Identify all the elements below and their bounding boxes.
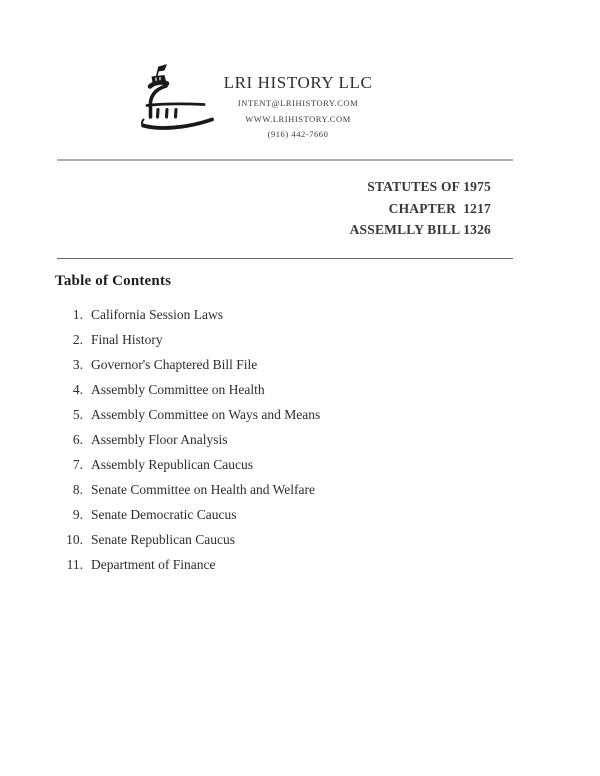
statute-reference-block	[350, 176, 491, 241]
toc-item-number: 7.	[72, 457, 83, 472]
statutes-line: STATUTES OF 1975	[367, 179, 491, 194]
horizontal-rule-bottom	[57, 258, 513, 259]
toc-item	[55, 556, 475, 581]
toc-item-number: 1.	[72, 307, 83, 322]
company-email: INTENT@LRIHISTORY.COM	[237, 98, 359, 108]
toc-item	[55, 406, 475, 431]
toc-item-label: Assembly Committee on Ways and Means	[91, 407, 321, 422]
toc-item-number: 4.	[72, 382, 83, 397]
toc-item-number: 5.	[72, 407, 83, 422]
toc-item-label: Senate Committee on Health and Welfare	[91, 482, 315, 497]
toc-item	[55, 456, 475, 481]
toc-item	[55, 481, 475, 506]
toc-item	[55, 431, 475, 456]
toc-item-label: Assembly Republican Caucus	[91, 457, 253, 472]
toc-item-label: Assembly Committee on Health	[91, 382, 265, 397]
toc-item-label: Senate Republican Caucus	[91, 532, 235, 547]
toc-item-number: 9.	[72, 507, 83, 522]
assembly-bill-line: ASSEMLLY BILL 1326	[349, 222, 491, 237]
horizontal-rule-top	[57, 159, 513, 161]
toc-item-label: Governor's Chaptered Bill File	[91, 357, 258, 372]
toc-item	[55, 506, 475, 531]
toc-item-number: 10.	[66, 532, 83, 547]
toc-item	[55, 331, 475, 356]
company-website: WWW.LRIHISTORY.COM	[245, 113, 351, 124]
toc-item-number: 6.	[72, 432, 83, 447]
company-phone: (916) 442-7660	[267, 129, 329, 139]
toc-item-label: California Session Laws	[91, 307, 223, 322]
chapter-line: CHAPTER 1217	[388, 200, 491, 216]
toc-heading: Table of Contents	[55, 273, 172, 289]
toc-item-number: 2.	[72, 332, 83, 347]
contact-block	[222, 96, 374, 143]
toc-item	[55, 381, 475, 406]
toc-item-label: Department of Finance	[91, 557, 216, 572]
letterhead	[222, 72, 374, 143]
toc-item-number: 11.	[66, 557, 83, 572]
company-name: LRI HISTORY LLC	[223, 73, 373, 92]
capitol-dome-sketch-icon	[138, 62, 218, 142]
toc-item-label: Senate Democratic Caucus	[91, 507, 237, 522]
toc-item	[55, 356, 475, 381]
toc-item-label: Final History	[91, 332, 163, 347]
toc-item	[55, 531, 475, 556]
toc-item-label: Assembly Floor Analysis	[91, 432, 228, 447]
toc-item-number: 8.	[72, 482, 83, 497]
toc-item	[55, 306, 475, 331]
toc-list	[55, 306, 475, 581]
toc-item-number: 3.	[72, 357, 83, 372]
